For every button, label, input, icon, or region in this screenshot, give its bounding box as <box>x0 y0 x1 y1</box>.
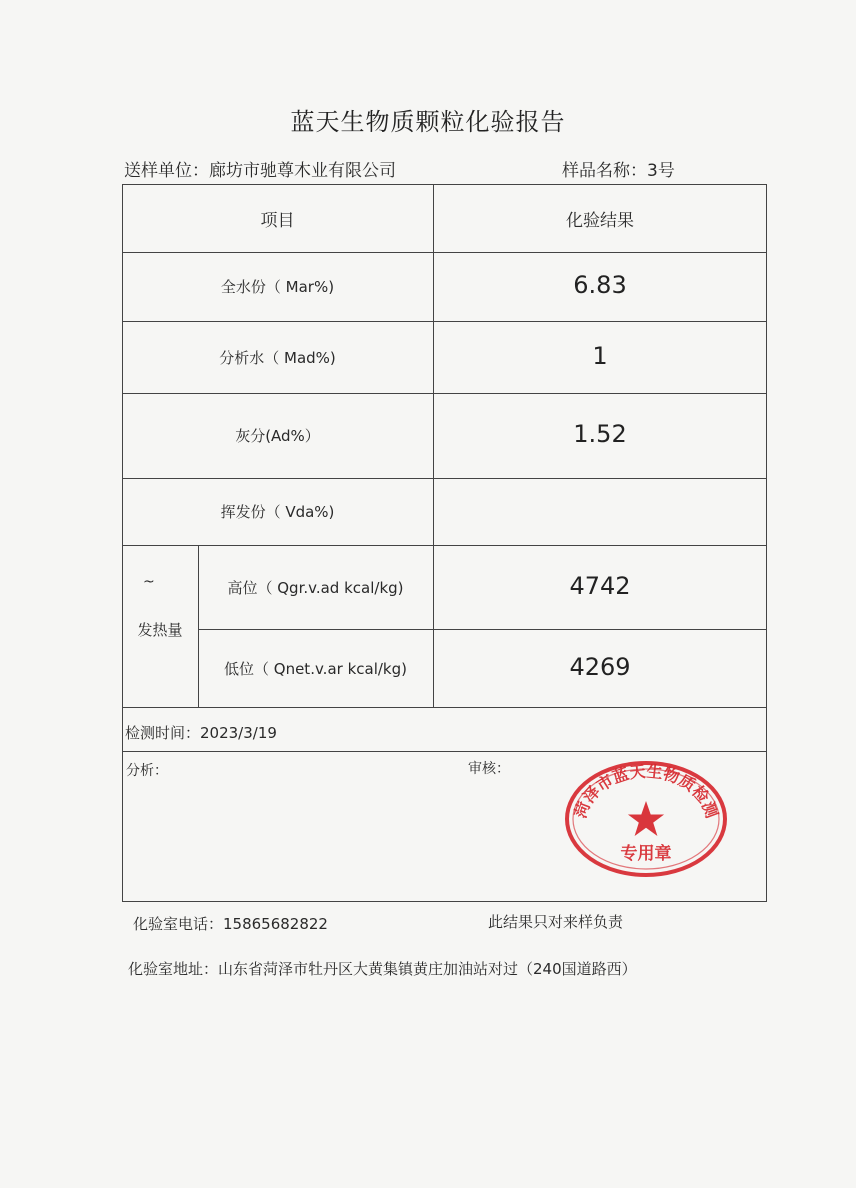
row-value-qgr: 4742 <box>569 572 631 600</box>
client-label: 送样单位：廊坊市驰尊木业有限公司 <box>124 161 396 181</box>
star-icon <box>628 801 664 836</box>
header-result: 化验结果 <box>566 210 634 231</box>
row-value-vda <box>433 478 767 545</box>
report-title: 蓝天生物质颗粒化验报告 <box>290 108 566 136</box>
sample-name-label: 样品名称：3号 <box>562 161 675 181</box>
row-value-mad: 1 <box>592 342 608 370</box>
analyst-label: 分析： <box>126 763 168 779</box>
row-divider <box>122 707 767 708</box>
lab-address: 化验室地址：山东省菏泽市牡丹区大黄集镇黄庄加油站对过（240国道路西） <box>128 960 637 978</box>
reviewer-label: 审核： <box>468 761 510 777</box>
row-value-qnet: 4269 <box>569 653 631 681</box>
seal-bottom-text: 专用章 <box>620 844 672 864</box>
heat-mark: ~ <box>143 574 155 590</box>
row-divider <box>122 751 767 752</box>
row-value-ad: 1.52 <box>573 420 627 448</box>
row-label-mar: 全水份（ Mar%) <box>220 278 335 296</box>
row-label-mad: 分析水（ Mad%) <box>219 348 336 367</box>
row-label-qgr: 高位（ Qgr.v.ad kcal/kg) <box>227 578 404 597</box>
seal-arc-text: 菏泽市蓝天生物质检测 <box>570 761 722 821</box>
header-item: 项目 <box>260 210 295 231</box>
lab-phone: 化验室电话：15865682822 <box>133 915 328 933</box>
row-label-vda: 挥发份（ Vda%) <box>220 503 335 521</box>
row-label-ad: 灰分(Ad%） <box>235 427 320 445</box>
disclaimer: 此结果只对来样负责 <box>488 913 624 931</box>
row-value-mar: 6.83 <box>573 271 627 299</box>
heat-group-label: 发热量 <box>137 620 183 639</box>
lab-seal-stamp <box>563 759 729 879</box>
row-label-qnet: 低位（ Qnet.v.ar kcal/kg) <box>224 659 407 678</box>
test-time: 检测时间：2023/3/19 <box>125 724 277 742</box>
